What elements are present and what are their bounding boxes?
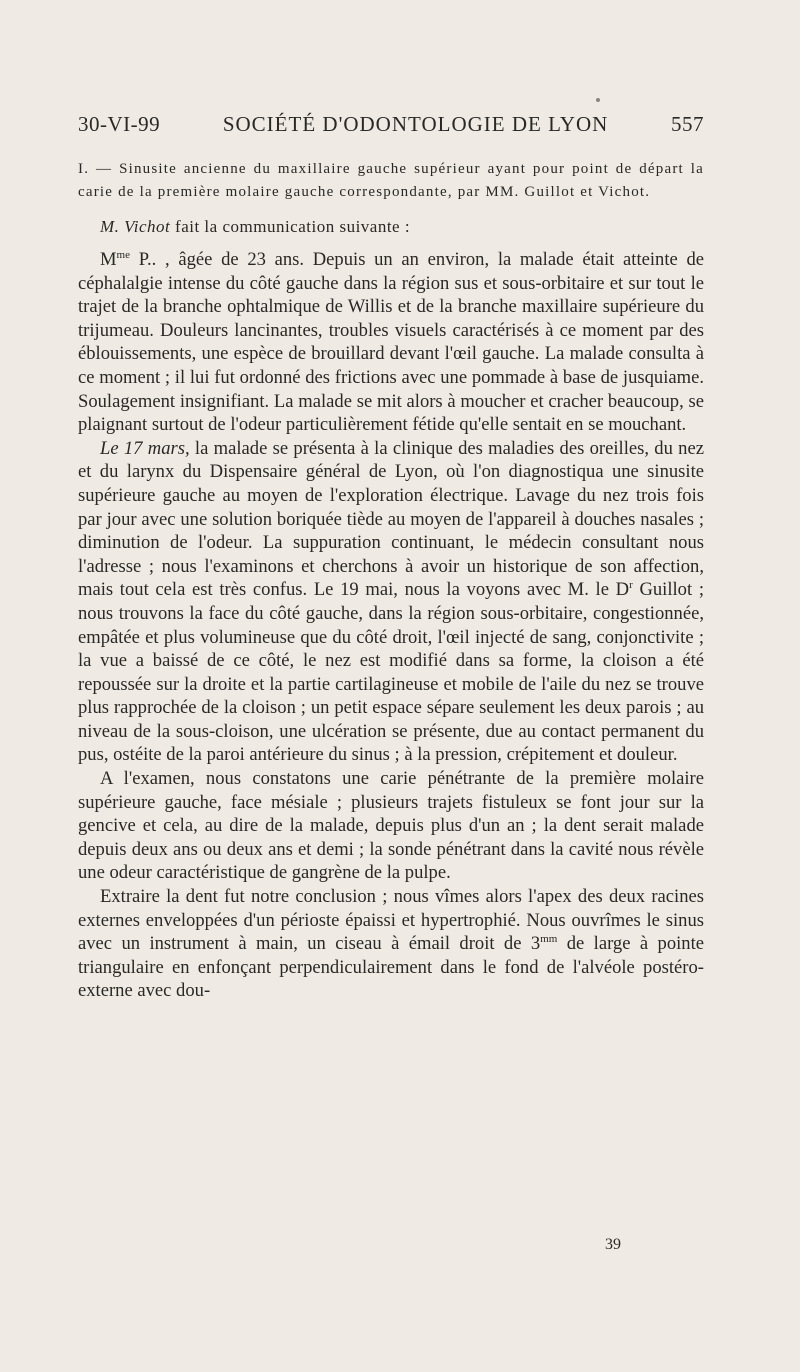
paragraph-4-sup: mm xyxy=(540,933,558,946)
paragraph-2-date: Le 17 mars, xyxy=(100,437,190,459)
header-journal-title: SOCIÉTÉ D'ODONTOLOGIE DE LYON xyxy=(222,112,609,136)
paragraph-3 xyxy=(78,767,704,885)
paragraph-3-text: A l'examen, nous constatons une carie pénétrante de la première molaire supérieure gauche, face mésiale ; plusieurs trajets fistuleux se font jour sur la gencive et cela, au dire de la malade, depuis plus d'un an ; la dent serait malade depuis deux ans ou deux ans et demi ; la sonde pénétrant dans la cavité nous révèle une odeur caractéristique de gangrène de la pulpe. xyxy=(78,768,704,884)
article-intro xyxy=(100,214,704,240)
paragraph-4 xyxy=(78,885,704,1003)
running-header xyxy=(78,112,704,137)
paragraph-2-text: la malade se présenta à la clinique des maladies des oreilles, du nez et du larynx du Dispensaire général de Lyon, où l'on diagnostiqua une sinusite supérieure gauche au moyen de l'exploration électrique. Lavage du nez trois fois par jour avec une solution boriquée tiède au moyen de l'appareil à douches nasales ; diminution de l'odeur. La suppuration continuant, le médecin consultant nous l'adresse ; nous l'examinons et cherchons à avoir un historique de son affection, mais tout cela est très confus. Le 19 mai, nous la voyons avec M. le D xyxy=(78,437,704,601)
paragraph-4-text-cont: de large à pointe triangulaire en enfonçant perpendiculairement dans le fond de l'alvéole postéro-externe avec dou- xyxy=(78,933,704,1002)
print-speck xyxy=(596,98,600,102)
paragraph-1 xyxy=(78,248,704,437)
intro-text: fait la communication suivante : xyxy=(170,217,411,236)
intro-author: M. Vichot xyxy=(100,217,171,236)
header-page-number: 557 xyxy=(671,112,704,136)
paragraph-2-sup: r xyxy=(629,579,633,592)
article-title: I. — Sinusite ancienne du maxillaire gauche supérieur ayant pour point de départ la carie de la première molaire gauche correspondante, par MM. Guillot et Vichot. xyxy=(78,161,704,200)
paragraph-1-lead: M xyxy=(100,249,117,270)
paragraph-4-text: Extraire la dent fut notre conclusion ; nous vîmes alors l'apex des deux racines externes enveloppées d'un périoste épaissi et hypertrophié. Nous ouvrîmes le sinus avec un instrument à main, un ciseau à émail droit de 3 xyxy=(78,886,704,955)
page-body xyxy=(78,158,704,1003)
signature-folio: 39 xyxy=(605,1236,621,1253)
paragraph-1-text: P.. , âgée de 23 ans. Depuis un an environ, la malade était atteinte de céphalalgie intense du côté gauche dans la région sus et sous-orbitaire et sur tout le trajet de la branche ophtalmique de Willis et de la branche maxillaire supérieure du trijumeau. Douleurs lancinantes, troubles visuels caractérisés à ce moment par des éblouissements, une espèce de brouillard devant l'œil gauche. La malade consulta à ce moment ; il lui fut ordonné des frictions avec une pommade à base de jusquiame. Soulagement insignifiant. La malade se mit alors à moucher et cracher beaucoup, se plaignant surtout de l'odeur particulièrement fétide qu'elle sentait en se mouchant. xyxy=(78,249,704,436)
paragraph-2-text-cont: Guillot ; nous trouvons la face du côté gauche, dans la région sous-orbitaire, congestionnée, empâtée et plus volumineuse que du côté droit, l'œil injecté de sang, conjonctivite ; la vue a baissé de ce côté, le nez est modifié dans sa forme, la cloison a été repoussée sur la droite et la partie cartilagineuse et mobile de l'aile du nez se trouve plus rapprochée de la cloison ; un petit espace sépare seulement les deux parois ; au niveau de la sous-cloison, une ulcération se présente, due au contact permanent du pus, ostéite de la paroi antérieure du sinus ; à la pression, crépitement et douleur. xyxy=(78,579,704,766)
header-date: 30-VI-99 xyxy=(78,112,161,136)
paragraph-1-lead-sup: me xyxy=(116,248,130,261)
paragraph-2 xyxy=(78,437,704,767)
